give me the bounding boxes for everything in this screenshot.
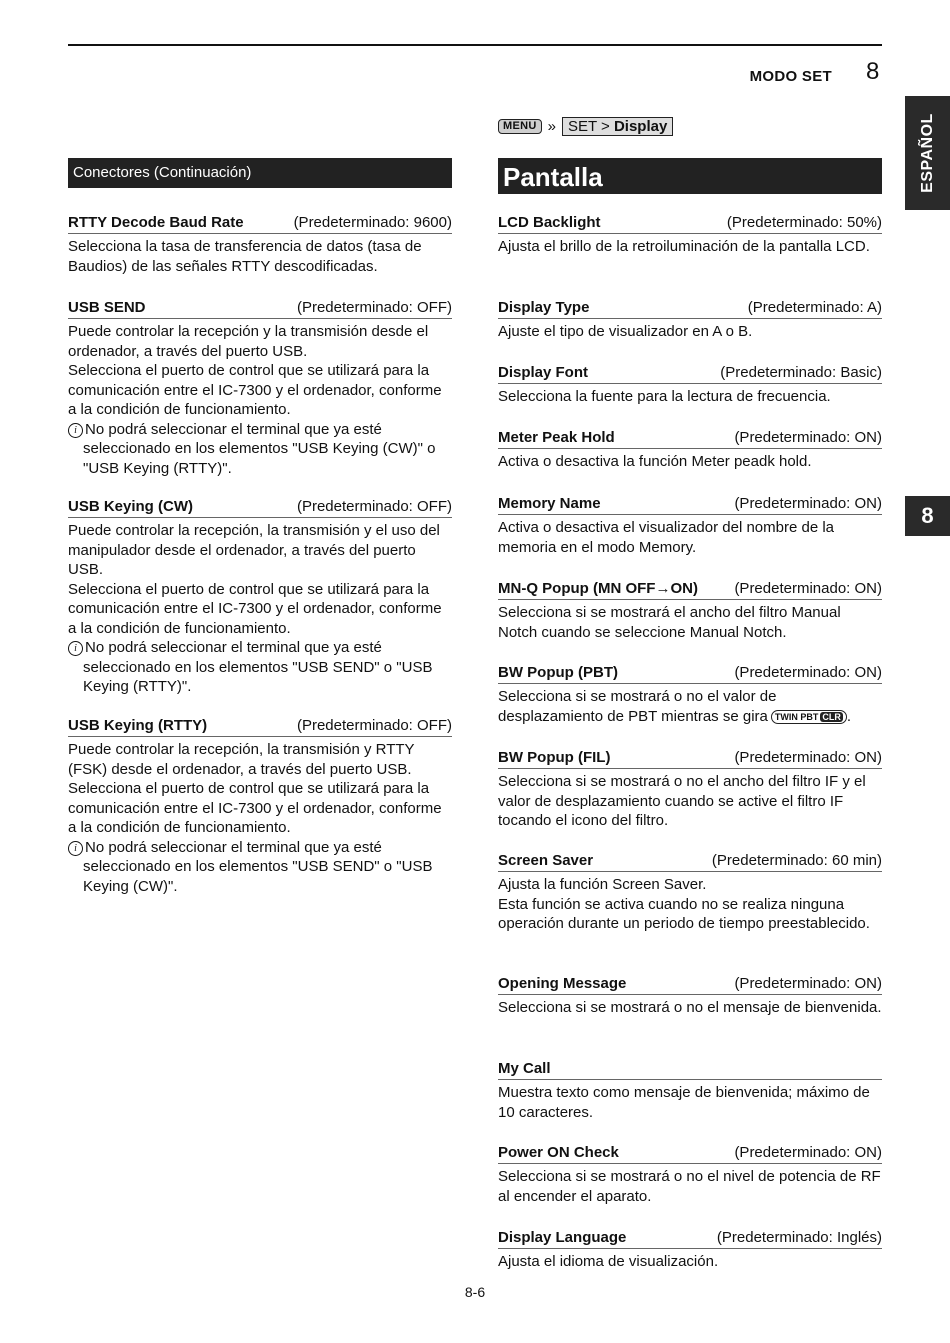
entry-body bbox=[498, 322, 882, 342]
entry-body bbox=[68, 322, 452, 478]
entry-note bbox=[68, 638, 452, 697]
entry-default: (Predeterminado: A) bbox=[747, 299, 882, 316]
entry-paragraph: Selecciona la fuente para la lectura de frecuencia. bbox=[498, 388, 831, 405]
entry-header bbox=[498, 580, 882, 600]
entry-header bbox=[498, 495, 882, 515]
note-text: No podrá seleccionar el terminal que ya esté seleccionado en los elementos "USB SEND" o "USB Keying (RTTY)". bbox=[83, 639, 433, 695]
entry-power-on-check bbox=[498, 1144, 882, 1206]
entry-paragraph: Selecciona si se mostrará o no el mensaje de bienvenida. bbox=[498, 999, 882, 1016]
entry-paragraph-text: Selecciona si se mostrará o no el valor de desplazamiento de PBT mientras se gira bbox=[498, 688, 777, 725]
entry-default: (Predeterminado: ON) bbox=[734, 580, 882, 597]
entry-default: (Predeterminado: OFF) bbox=[296, 498, 452, 515]
breadcrumb bbox=[498, 117, 673, 136]
entry-header bbox=[498, 1144, 882, 1164]
entry-title: Memory Name bbox=[498, 495, 601, 512]
entry-default: (Predeterminado: 50%) bbox=[726, 214, 882, 231]
clr-key-label: CLR bbox=[822, 711, 841, 722]
entry-default: (Predeterminado: 60 min) bbox=[711, 852, 882, 869]
entry-header bbox=[498, 852, 882, 872]
twin-pbt-key-label: TWIN PBT bbox=[774, 711, 819, 722]
entry-paragraph: Selecciona la tasa de transferencia de datos (tasa de Baudios) de las señales RTTY descodificadas. bbox=[68, 238, 422, 275]
entry-paragraph: Puede controlar la recepción y la transmisión desde el ordenador, a través del puerto USB. bbox=[68, 323, 429, 360]
entry-display-font bbox=[498, 364, 882, 407]
left-section-banner: Conectores (Continuación) bbox=[68, 158, 452, 188]
entry-display-type bbox=[498, 299, 882, 342]
entry-default: (Predeterminado: OFF) bbox=[296, 299, 452, 316]
entry-header bbox=[68, 717, 452, 737]
entry-paragraph: Puede controlar la recepción, la transmisión y RTTY (FSK) desde el ordenador, a través del puerto USB. bbox=[68, 741, 415, 778]
entry-title: Display Type bbox=[498, 299, 590, 316]
entry-title: USB SEND bbox=[68, 299, 146, 316]
entry-paragraph: Muestra texto como mensaje de bienvenida; máximo de 10 caracteres. bbox=[498, 1084, 870, 1121]
entry-title: My Call bbox=[498, 1060, 551, 1077]
twin-pbt-key-icon bbox=[771, 710, 847, 724]
entry-title: RTTY Decode Baud Rate bbox=[68, 214, 244, 231]
right-section-banner: Pantalla bbox=[498, 158, 882, 194]
entry-body bbox=[498, 875, 882, 934]
info-icon: i bbox=[68, 423, 83, 438]
entry-body bbox=[68, 740, 452, 896]
entry-body bbox=[498, 387, 882, 407]
breadcrumb-path bbox=[562, 117, 673, 136]
entry-title: Meter Peak Hold bbox=[498, 429, 615, 446]
entry-header bbox=[498, 214, 882, 234]
entry-header bbox=[498, 429, 882, 449]
note-text: No podrá seleccionar el terminal que ya esté seleccionado en los elementos "USB Keying (CW)" o "USB Keying (RTTY)". bbox=[83, 420, 436, 477]
entry-default: (Predeterminado: ON) bbox=[734, 749, 882, 766]
entry-lcd-backlight bbox=[498, 214, 882, 257]
entry-title: BW Popup (FIL) bbox=[498, 749, 611, 766]
entry-mn-q-popup bbox=[498, 580, 882, 642]
entry-header bbox=[68, 498, 452, 518]
entry-paragraph: Selecciona si se mostrará o no el ancho del filtro IF y el valor de desplazamiento cuando se active el filtro IF tocando el icono del filtro. bbox=[498, 773, 866, 829]
language-label: ESPAÑOL bbox=[918, 113, 936, 193]
entry-header bbox=[498, 364, 882, 384]
chapter-number: 8 bbox=[866, 58, 880, 85]
entry-body bbox=[498, 1083, 882, 1122]
entry-paragraph: Ajuste el tipo de visualizador en A o B. bbox=[498, 323, 753, 340]
entry-title: USB Keying (RTTY) bbox=[68, 717, 208, 734]
entry-header bbox=[498, 664, 882, 684]
breadcrumb-prefix: SET > bbox=[567, 118, 614, 135]
entry-body bbox=[498, 687, 882, 726]
entry-bw-popup-pbt bbox=[498, 664, 882, 726]
entry-title: BW Popup (PBT) bbox=[498, 664, 618, 681]
entry-default: (Predeterminado: Inglés) bbox=[716, 1229, 882, 1246]
entry-body bbox=[68, 521, 452, 697]
entry-title: Power ON Check bbox=[498, 1144, 619, 1161]
entry-header bbox=[68, 299, 452, 319]
page-number: 8-6 bbox=[464, 1284, 486, 1300]
entry-paragraph: Selecciona si se mostrará o no el nivel de potencia de RF al encender el aparato. bbox=[498, 1168, 881, 1205]
entry-paragraph: Selecciona el puerto de control que se utilizará para la comunicación entre el IC-7300 y el ordenador, conforme a la condición de funcionamiento. bbox=[68, 580, 442, 637]
entry-paragraph: Ajusta la función Screen Saver. bbox=[498, 876, 707, 893]
breadcrumb-separator: » bbox=[547, 118, 556, 135]
entry-title: Screen Saver bbox=[498, 852, 594, 869]
entry-paragraph: Ajusta el idioma de visualización. bbox=[498, 1253, 719, 1270]
entry-paragraph: Activa o desactiva el visualizador del nombre de la memoria en el modo Memory. bbox=[498, 519, 835, 556]
entry-paragraph: Activa o desactiva la función Meter peadk hold. bbox=[498, 453, 812, 470]
entry-header bbox=[498, 975, 882, 995]
entry-body bbox=[498, 452, 882, 472]
info-icon: i bbox=[68, 841, 83, 856]
top-rule bbox=[68, 44, 882, 46]
entry-body bbox=[68, 237, 452, 276]
entry-meter-peak-hold bbox=[498, 429, 882, 472]
chapter-tab: 8 bbox=[905, 496, 950, 536]
entry-body bbox=[498, 1167, 882, 1206]
entry-title: LCD Backlight bbox=[498, 214, 601, 231]
entry-display-language bbox=[498, 1229, 882, 1272]
entry-usb-keying-rtty bbox=[68, 717, 452, 896]
entry-title: Display Font bbox=[498, 364, 589, 381]
entry-body bbox=[498, 998, 882, 1018]
entry-paragraph: Puede controlar la recepción, la transmisión y el uso del manipulador desde el ordenador, a través del puerto USB. bbox=[68, 522, 440, 578]
entry-my-call bbox=[498, 1060, 882, 1122]
entry-note bbox=[68, 838, 452, 897]
entry-default: (Predeterminado: ON) bbox=[734, 495, 882, 512]
entry-default: (Predeterminado: ON) bbox=[734, 429, 882, 446]
entry-title: USB Keying (CW) bbox=[68, 498, 193, 515]
entry-default: (Predeterminado: Basic) bbox=[720, 364, 882, 381]
entry-paragraph bbox=[498, 687, 882, 726]
entry-header bbox=[498, 1229, 882, 1249]
entry-default: (Predeterminado: ON) bbox=[734, 1144, 882, 1161]
entry-title: Opening Message bbox=[498, 975, 627, 992]
note-text: No podrá seleccionar el terminal que ya esté seleccionado en los elementos "USB SEND" o "USB Keying (CW)". bbox=[83, 838, 433, 895]
entry-body bbox=[498, 1252, 882, 1272]
entry-opening-message bbox=[498, 975, 882, 1018]
entry-bw-popup-fil bbox=[498, 749, 882, 831]
info-icon: i bbox=[68, 641, 83, 656]
entry-default: (Predeterminado: 9600) bbox=[293, 214, 452, 231]
entry-memory-name bbox=[498, 495, 882, 557]
menu-key-icon: MENU bbox=[498, 119, 542, 134]
section-title: MODO SET bbox=[749, 68, 832, 85]
entry-paragraph: Selecciona si se mostrará el ancho del filtro Manual Notch cuando se seleccione Manual Notch. bbox=[498, 604, 841, 641]
entry-header bbox=[498, 1060, 882, 1080]
entry-body bbox=[498, 772, 882, 831]
entry-paragraph: Esta función se activa cuando no se realiza ninguna operación durante un periodo de tiempo preestablecido. bbox=[498, 895, 870, 932]
entry-paragraph: Ajusta el brillo de la retroiluminación de la pantalla LCD. bbox=[498, 238, 870, 255]
entry-title: Display Language bbox=[498, 1229, 627, 1246]
entry-default: (Predeterminado: ON) bbox=[734, 664, 882, 681]
breadcrumb-current: Display bbox=[613, 118, 668, 135]
entry-rtty-decode-baud-rate bbox=[68, 214, 452, 276]
entry-header bbox=[498, 749, 882, 769]
entry-body bbox=[498, 237, 882, 257]
entry-body bbox=[498, 603, 882, 642]
entry-usb-send bbox=[68, 299, 452, 478]
entry-paragraph: Selecciona el puerto de control que se utilizará para la comunicación entre el IC-7300 y el ordenador, conforme a la condición de funcionamiento. bbox=[68, 362, 442, 418]
language-tab bbox=[905, 96, 950, 210]
entry-paragraph: Selecciona el puerto de control que se utilizará para la comunicación entre el IC-7300 y el ordenador, conforme a la condición de funcionamiento. bbox=[68, 780, 442, 836]
entry-title: MN-Q Popup (MN OFF→ON) bbox=[498, 580, 698, 597]
entry-usb-keying-cw bbox=[68, 498, 452, 697]
entry-header bbox=[498, 299, 882, 319]
entry-body bbox=[498, 518, 882, 557]
entry-screen-saver bbox=[498, 852, 882, 934]
entry-default: (Predeterminado: ON) bbox=[734, 975, 882, 992]
entry-note bbox=[68, 420, 452, 479]
entry-default: (Predeterminado: OFF) bbox=[296, 717, 452, 734]
entry-paragraph-suffix: . bbox=[846, 707, 852, 725]
entry-header bbox=[68, 214, 452, 234]
